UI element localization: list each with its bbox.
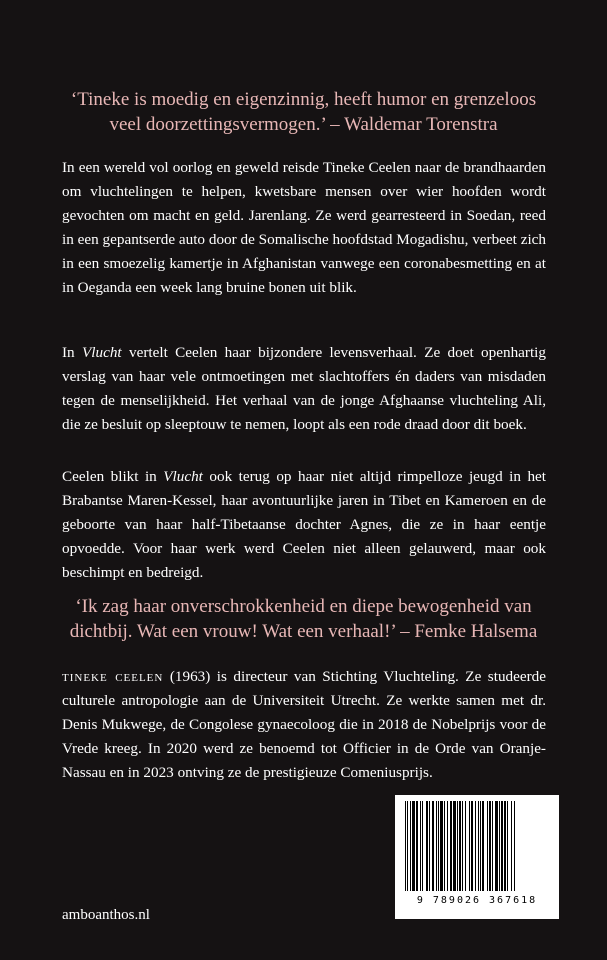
paragraph-3-after: ook terug op haar niet altijd rimpelloze jeugd in het Brabantse Maren-Kessel, haar avontuurlijke jaren in Tibet en Kameroen en de geboorte van haar half-Tibetaanse dochter Agnes, die ze in haar eentje opvoedde. Voor haar werk werd Ceelen niet alleen gelauwerd, maar ook beschimpt en bedreigd. (62, 468, 546, 581)
barcode-bar (447, 801, 448, 891)
quote-middle-line-2: dichtbij. Wat een vrouw! Wat een verhaal!’ – Femke Halsema (69, 621, 538, 642)
barcode-bar (504, 801, 506, 891)
barcode-bar (407, 801, 408, 891)
author-bio (62, 665, 546, 785)
barcode-bar (475, 801, 476, 891)
book-title-italic: Vlucht (163, 468, 203, 485)
barcode-bars (403, 801, 551, 893)
barcode-bar (511, 801, 512, 891)
barcode-bar (471, 801, 473, 891)
author-bio-body: (1963) is directeur van Stichting Vluchteling. Ze studeerde culturele antropologie aan de Universiteit Utrecht. Ze werkte samen met dr. Denis Mukwege, de Congolese gynaecoloog die in 2018 de Nobelprijs voor de Vrede kreeg. In 2020 werd ze benoemd tot Officier in de Orde van Oranje-Nassau en in 2023 ontving ze de prestigieuze Comeniusprijs. (62, 668, 547, 781)
paragraph-3-before: Ceelen blikt in (62, 468, 164, 485)
barcode-bar (459, 801, 461, 891)
barcode-bar (416, 801, 418, 891)
quote-top-line-1: ‘Tineke is moedig en eigenzinnig, heeft humor en grenzeloos (70, 89, 537, 110)
barcode-bar (420, 801, 421, 891)
barcode-bar (514, 801, 515, 891)
author-name: tineke ceelen (62, 668, 164, 685)
barcode-bar (429, 801, 430, 891)
barcode-bar (410, 801, 411, 891)
barcode-bar (501, 801, 503, 891)
paragraph-youth (62, 465, 546, 585)
barcode-bar (440, 801, 443, 891)
barcode-bar (436, 801, 437, 891)
barcode-bar (457, 801, 458, 891)
paragraph-intro (62, 156, 546, 300)
barcode-bar (465, 801, 466, 891)
barcode-bar (422, 801, 423, 891)
barcode-bar (412, 801, 415, 891)
barcode-bar (489, 801, 491, 891)
paragraph-3 (62, 465, 546, 585)
author-bio-text (62, 665, 546, 785)
barcode-bar (495, 801, 498, 891)
barcode-bar (450, 801, 452, 891)
paragraph-2-after: vertelt Ceelen haar bijzondere levensverhaal. Ze doet openhartig verslag van haar vele ontmoetingen met slachtoffers én daders van misdaden tegen de menselijkheid. Het verhaal van de jonge Afghaanse vluchteling Ali, die ze besluit op sleeptouw te nemen, loopt als een rode draad door dit boek. (62, 344, 546, 433)
barcode-bar (426, 801, 428, 891)
barcode-bar (469, 801, 470, 891)
barcode-bar (438, 801, 439, 891)
barcode-bar (444, 801, 445, 891)
barcode-bar (453, 801, 456, 891)
quote-femke-halsema (40, 594, 567, 644)
barcode-bar (482, 801, 484, 891)
isbn-number: 9 789026 367618 (416, 895, 538, 906)
paragraph-1: In een wereld vol oorlog en geweld reisde Tineke Ceelen naar de brandhaarden om vluchtelingen te helpen, kwetsbare mensen over wier hoofden wordt gevochten om macht en geld. Jarenlang. Ze werd gearresteerd in Soedan, reed in een gepantserde auto door de Somalische hoofdstad Mogadishu, verbeet zich in een smoezelig kamertje in Afghanistan vanwege een coronabesmetting en at in Oeganda een week lang bruine bonen uit blik. (62, 159, 546, 296)
quote-middle-line-1: ‘Ik zag haar onverschrokkenheid en diepe bewogenheid van (75, 596, 532, 617)
barcode-bar (480, 801, 481, 891)
barcode-bar (432, 801, 434, 891)
barcode-bar (499, 801, 500, 891)
isbn-barcode (395, 795, 559, 919)
paragraph-2-before: In (62, 344, 82, 361)
barcode-bar (492, 801, 493, 891)
paragraph-2 (62, 341, 546, 437)
book-title-italic: Vlucht (82, 344, 122, 361)
barcode-bar (478, 801, 479, 891)
barcode-bar (462, 801, 463, 891)
publisher-website: amboanthos.nl (62, 907, 150, 923)
quote-waldemar-torenstra (40, 87, 567, 137)
paragraph-vlucht (62, 341, 546, 437)
quote-top-line-2: veel doorzettingsvermogen.’ – Waldemar Torenstra (109, 114, 498, 135)
barcode-bar (507, 801, 508, 891)
barcode-bar (405, 801, 406, 891)
barcode-bar (487, 801, 488, 891)
